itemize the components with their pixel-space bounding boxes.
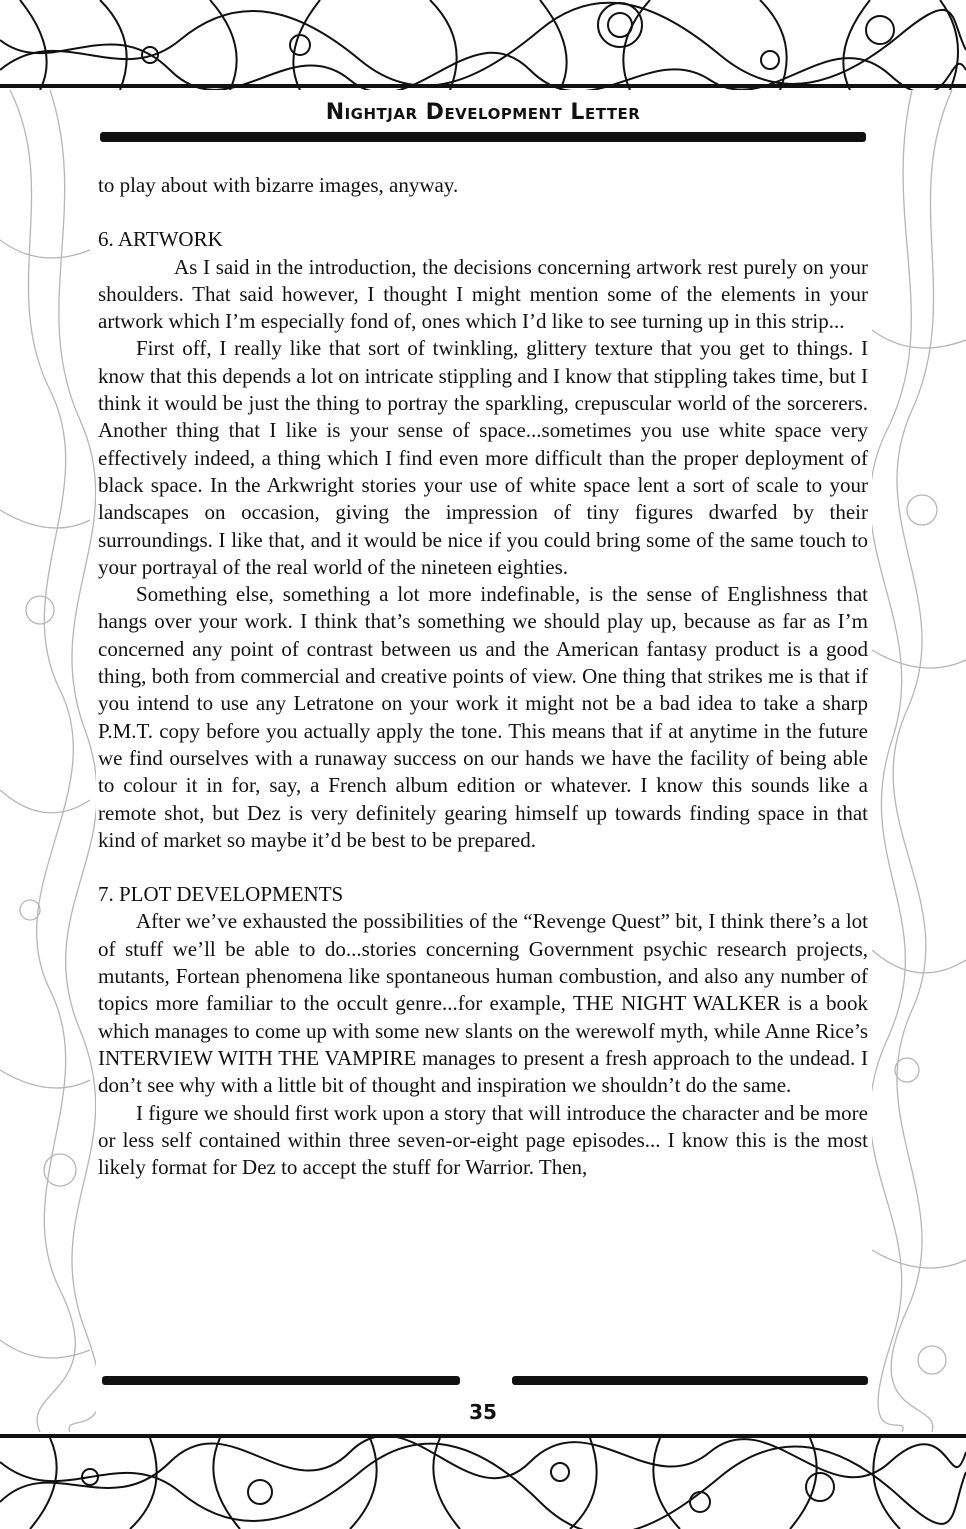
footer-rule-left — [102, 1376, 460, 1385]
paragraph-plot-format: I figure we should first work upon a story that will introduce the character and be more or less self contained within three seven-or-eight page episodes... I know this is the most likely format for Dez to accept the stuff for Warrior. Then, — [98, 1100, 868, 1180]
paragraph-artwork-englishness: Something else, something a lot more indefinable, is the sense of Englishness that hangs over your work. I think that’s something we should play up, because as far as I’m concerned any point of contrast between us and the American fantasy product is a good thing, both from commercial and creative points of view. One thing that strikes me is that if you intend to use any Letratone on your work it might not be a bad idea to take a sharp P.M.T. copy before you actually apply the tone. This means that if at anytime in the future we find ourselves with a runaway success on our hands we have the facility of being able to colour it in for, say, a French album edition or whatever. I know this sounds like a remote shot, but Dez is very definitely gearing himself up towards finding space in that kind of market so maybe it’d be best to be prepared. — [98, 582, 868, 852]
left-border-artwork — [0, 90, 96, 1432]
paragraph-continuation: to play about with bizarre images, anyway. — [98, 173, 459, 197]
section-heading-artwork: 6. ARTWORK — [98, 227, 223, 252]
footer-rule-right — [512, 1376, 868, 1385]
section-heading-plot: 7. PLOT DEVELOPMENTS — [98, 882, 344, 907]
top-border-artwork — [0, 0, 966, 90]
paragraph-plot-ideas: After we’ve exhausted the possibilities of the “Revenge Quest” bit, I think there’s a lot of stuff we’ll be able to do...stories concerning Government psychic research projects, mutants, Fortean phenomena like spontaneous human combustion, and also any number of topics more familiar to the occult genre...for example, THE NIGHT WALKER is a book which manages to come up with some new slants on the werewolf myth, while Anne Rice’s INTERVIEW WITH THE VAMPIRE manages to present a fresh approach to the undead. I don’t see why with a little bit of thought and inspiration we shouldn’t do the same. — [98, 909, 868, 1098]
right-border-artwork — [872, 90, 966, 1432]
header-rule — [100, 132, 866, 142]
bottom-border-artwork — [0, 1432, 966, 1529]
paragraph-artwork-intro: As I said in the introduction, the decisions concerning artwork rest purely on your shoulders. That said however, I thought I might mention some of the elements in your artwork which I’m especially fond of, ones which I’d like to see turning up in this strip... — [98, 254, 868, 334]
top-illustrated-border — [0, 0, 966, 90]
right-sketch-border — [872, 90, 966, 1432]
letter-body — [98, 172, 868, 1181]
page-number: 35 — [469, 1400, 497, 1424]
left-sketch-border — [0, 90, 96, 1432]
page-title: Nightjar Development Letter — [325, 100, 641, 125]
paragraph-artwork-texture: First off, I really like that sort of twinkling, glittery texture that you get to things. I know that this depends a lot on intricate stippling and I know that stippling takes time, but I think it would be just the thing to portray the sparkling, crepuscular world of the sorcerers. Another thing that I like is your sense of space...sometimes you use white space very effectively indeed, a thing which I find even more difficult than the proper deployment of black space. In the Arkwright stories your use of white space lent a sort of scale to your landscapes on occasion, giving the impression of tiny figures dwarfed by their surroundings. I like that, and it would be nice if you could bring some of the same touch to your portrayal of the real world of the nineteen eighties. — [98, 336, 868, 579]
bottom-illustrated-border — [0, 1432, 966, 1529]
